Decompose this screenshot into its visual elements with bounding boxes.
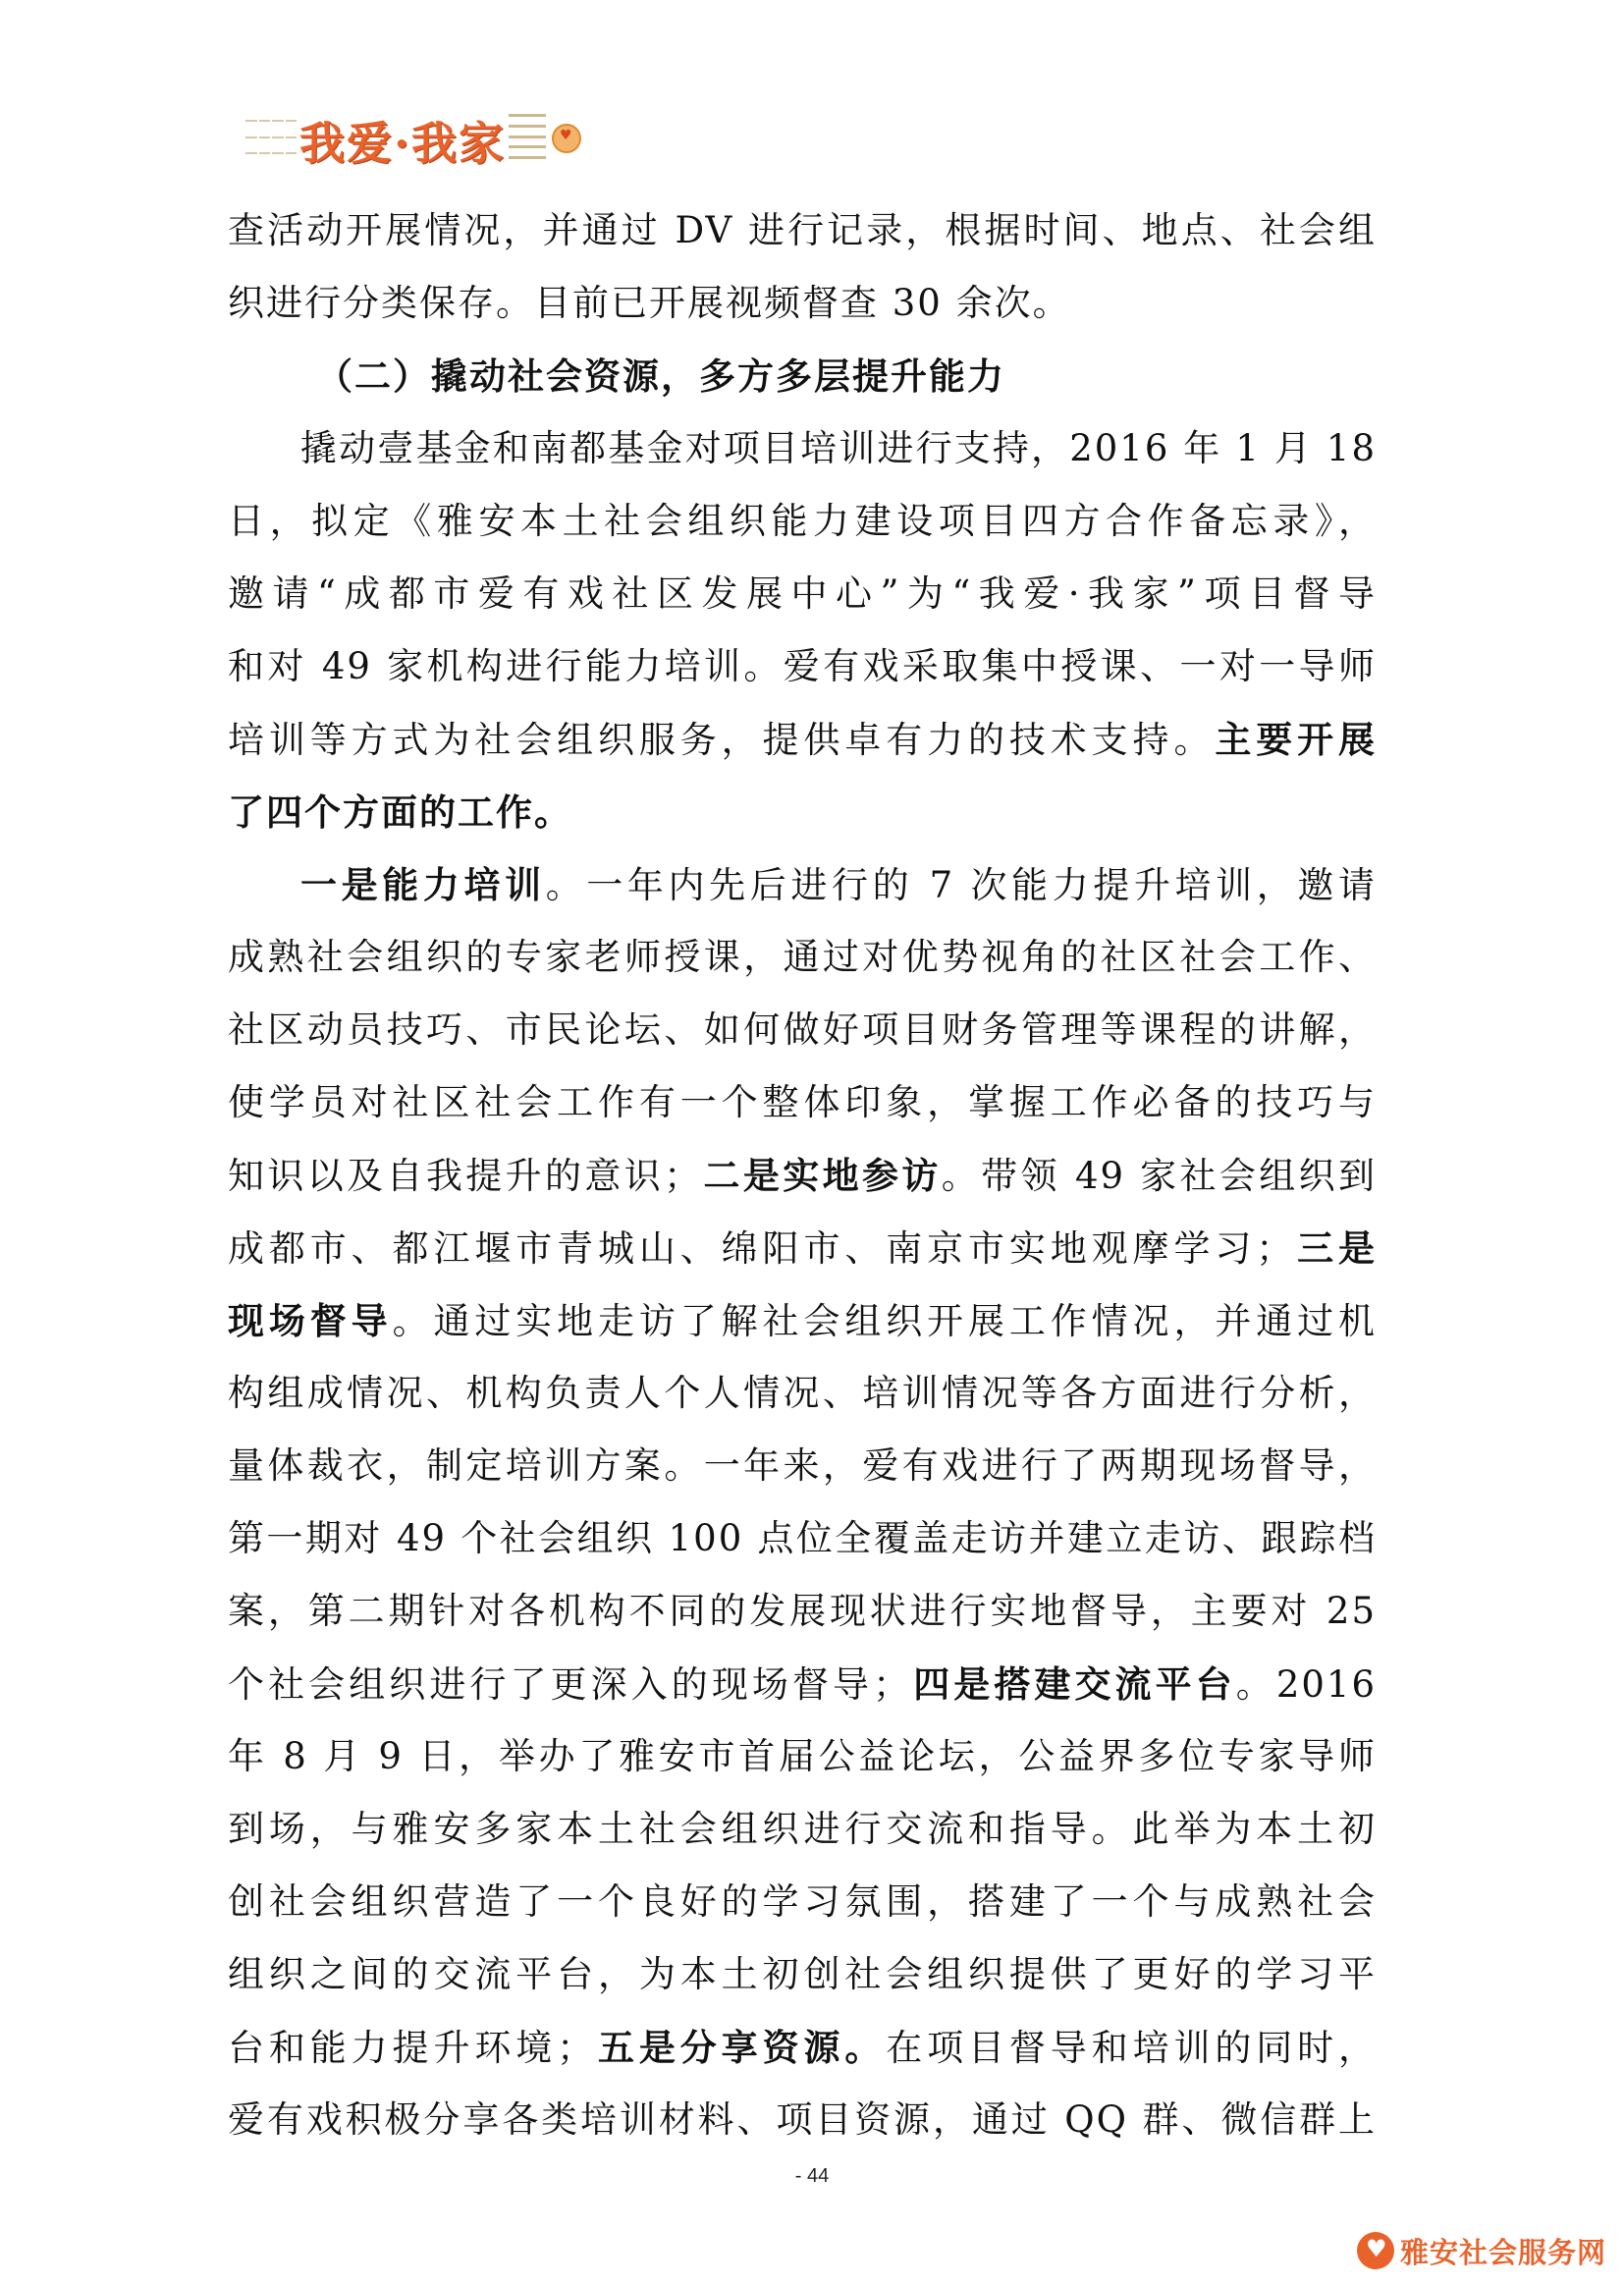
watermark-text: 雅安社会服务网 bbox=[1399, 2235, 1606, 2269]
emphasis-text: 现场督导 bbox=[228, 1299, 393, 1342]
line-text: 在项目督导和培训的同时， bbox=[886, 2027, 1378, 2069]
line-text: 年 8 月 9 日，举办了雅安市首届公益论坛，公益界多位专家导师 bbox=[228, 1735, 1377, 1777]
logo-small-text-decoration bbox=[245, 112, 297, 159]
emphasis-text: 五是分享资源。 bbox=[595, 2026, 887, 2069]
line-text: 。2016 bbox=[1235, 1663, 1377, 1706]
body-text bbox=[228, 194, 1377, 2156]
header-logo bbox=[245, 106, 599, 170]
heart-logo-icon bbox=[1357, 2232, 1394, 2269]
body-line bbox=[228, 1066, 1377, 1139]
body-line bbox=[228, 194, 1377, 267]
body-line bbox=[228, 485, 1377, 558]
body-line bbox=[228, 1575, 1377, 1648]
line-text: 。带领 49 家社会组织到 bbox=[941, 1155, 1378, 1197]
line-text: 知识以及自我提升的意识； bbox=[228, 1155, 703, 1197]
heart-icon bbox=[552, 124, 581, 153]
line-text: 撬动壹基金和南都基金对项目培训进行支持，2016 年 1 月 18 bbox=[300, 427, 1377, 469]
emphasis-text: 三是 bbox=[1294, 1226, 1378, 1270]
watermark bbox=[1357, 2229, 1606, 2272]
body-line bbox=[228, 630, 1377, 703]
body-line bbox=[228, 558, 1377, 630]
body-line bbox=[228, 994, 1377, 1066]
line-text: 成熟社会组织的专家老师授课，通过对优势视角的社区社会工作、 bbox=[228, 936, 1377, 978]
line-text: 社区动员技巧、市民论坛、如何做好项目财务管理等课程的讲解， bbox=[228, 1008, 1377, 1051]
body-line bbox=[228, 776, 1377, 848]
body-line bbox=[228, 1212, 1377, 1284]
line-text: 构组成情况、机构负责人个人情况、培训情况等各方面进行分析， bbox=[228, 1372, 1377, 1414]
line-text: 使学员对社区社会工作有一个整体印象，掌握工作必备的技巧与 bbox=[228, 1081, 1377, 1123]
line-text: 邀请“成都市爱有戏社区发展中心”为“我爱·我家”项目督导 bbox=[228, 572, 1377, 615]
body-line bbox=[228, 1793, 1377, 1866]
line-text: 案，第二期针对各机构不同的发展现状进行实地督导，主要对 25 bbox=[228, 1590, 1377, 1632]
line-text: 。通过实地走访了解社会组织开展工作情况，并通过机 bbox=[392, 1300, 1378, 1342]
line-text: （二）撬动社会资源，多方多层提升能力 bbox=[316, 354, 1005, 398]
line-text: 查活动开展情况，并通过 DV 进行记录，根据时间、地点、社会组 bbox=[228, 209, 1377, 251]
body-line bbox=[228, 703, 1377, 776]
line-text: 个社会组织进行了更深入的现场督导； bbox=[228, 1663, 912, 1706]
body-line bbox=[228, 1357, 1377, 1430]
body-line bbox=[228, 1938, 1377, 2011]
line-text: 。一年内先后进行的 7 次能力提升培训，邀请 bbox=[545, 864, 1378, 906]
emphasis-text: 一是能力培训 bbox=[300, 863, 546, 906]
body-line bbox=[228, 1284, 1377, 1357]
emphasis-text: 主要开展 bbox=[1215, 718, 1378, 761]
body-line bbox=[228, 267, 1377, 340]
body-line bbox=[228, 1430, 1377, 1502]
body-line bbox=[228, 1720, 1377, 1793]
line-text: 组织之间的交流平台，为本土初创社会组织提供了更好的学习平 bbox=[228, 1953, 1377, 1995]
line-text: 台和能力提升环境； bbox=[228, 2027, 596, 2069]
line-text: 创社会组织营造了一个良好的学习氛围，搭建了一个与成熟社会 bbox=[228, 1880, 1377, 1923]
line-text: 织进行分类保存。目前已开展视频督查 30 余次。 bbox=[228, 282, 1071, 324]
line-text: 到场，与雅安多家本土社会组织进行交流和指导。此举为本土初 bbox=[228, 1808, 1377, 1850]
line-text: 成都市、都江堰市青城山、绵阳市、南京市实地观摩学习； bbox=[228, 1227, 1295, 1270]
section-heading bbox=[228, 340, 1377, 412]
body-line bbox=[228, 1866, 1377, 1938]
line-text: 爱有戏积极分享各类培训材料、项目资源，通过 QQ 群、微信群上 bbox=[228, 2098, 1377, 2141]
body-line bbox=[228, 2084, 1377, 2156]
body-line bbox=[228, 412, 1377, 485]
line-text: 和对 49 家机构进行能力培训。爱有戏采取集中授课、一对一导师 bbox=[228, 645, 1377, 687]
body-line bbox=[228, 1502, 1377, 1575]
line-text: 量体裁衣，制定培训方案。一年来，爱有戏进行了两期现场督导， bbox=[228, 1444, 1377, 1487]
emphasis-text: 二是实地参访 bbox=[702, 1154, 942, 1197]
logo-subtitle-decoration bbox=[509, 114, 546, 159]
page-number: - 44 bbox=[794, 2165, 830, 2187]
line-text: 日，拟定《雅安本土社会组织能力建设项目四方合作备忘录》， bbox=[228, 500, 1377, 542]
body-line bbox=[228, 2011, 1377, 2084]
line-text: 培训等方式为社会组织服务，提供卓有力的技术支持。 bbox=[228, 719, 1216, 761]
line-text: 第一期对 49 个社会组织 100 点位全覆盖走访并建立走访、跟踪档 bbox=[228, 1517, 1377, 1559]
body-line bbox=[228, 1648, 1377, 1720]
emphasis-text: 了四个方面的工作。 bbox=[228, 790, 572, 834]
logo-brand-text: 我爱·我家 bbox=[299, 117, 507, 170]
body-line bbox=[228, 921, 1377, 994]
emphasis-text: 四是搭建交流平台 bbox=[911, 1662, 1236, 1706]
body-line bbox=[228, 848, 1377, 921]
body-line bbox=[228, 1139, 1377, 1212]
